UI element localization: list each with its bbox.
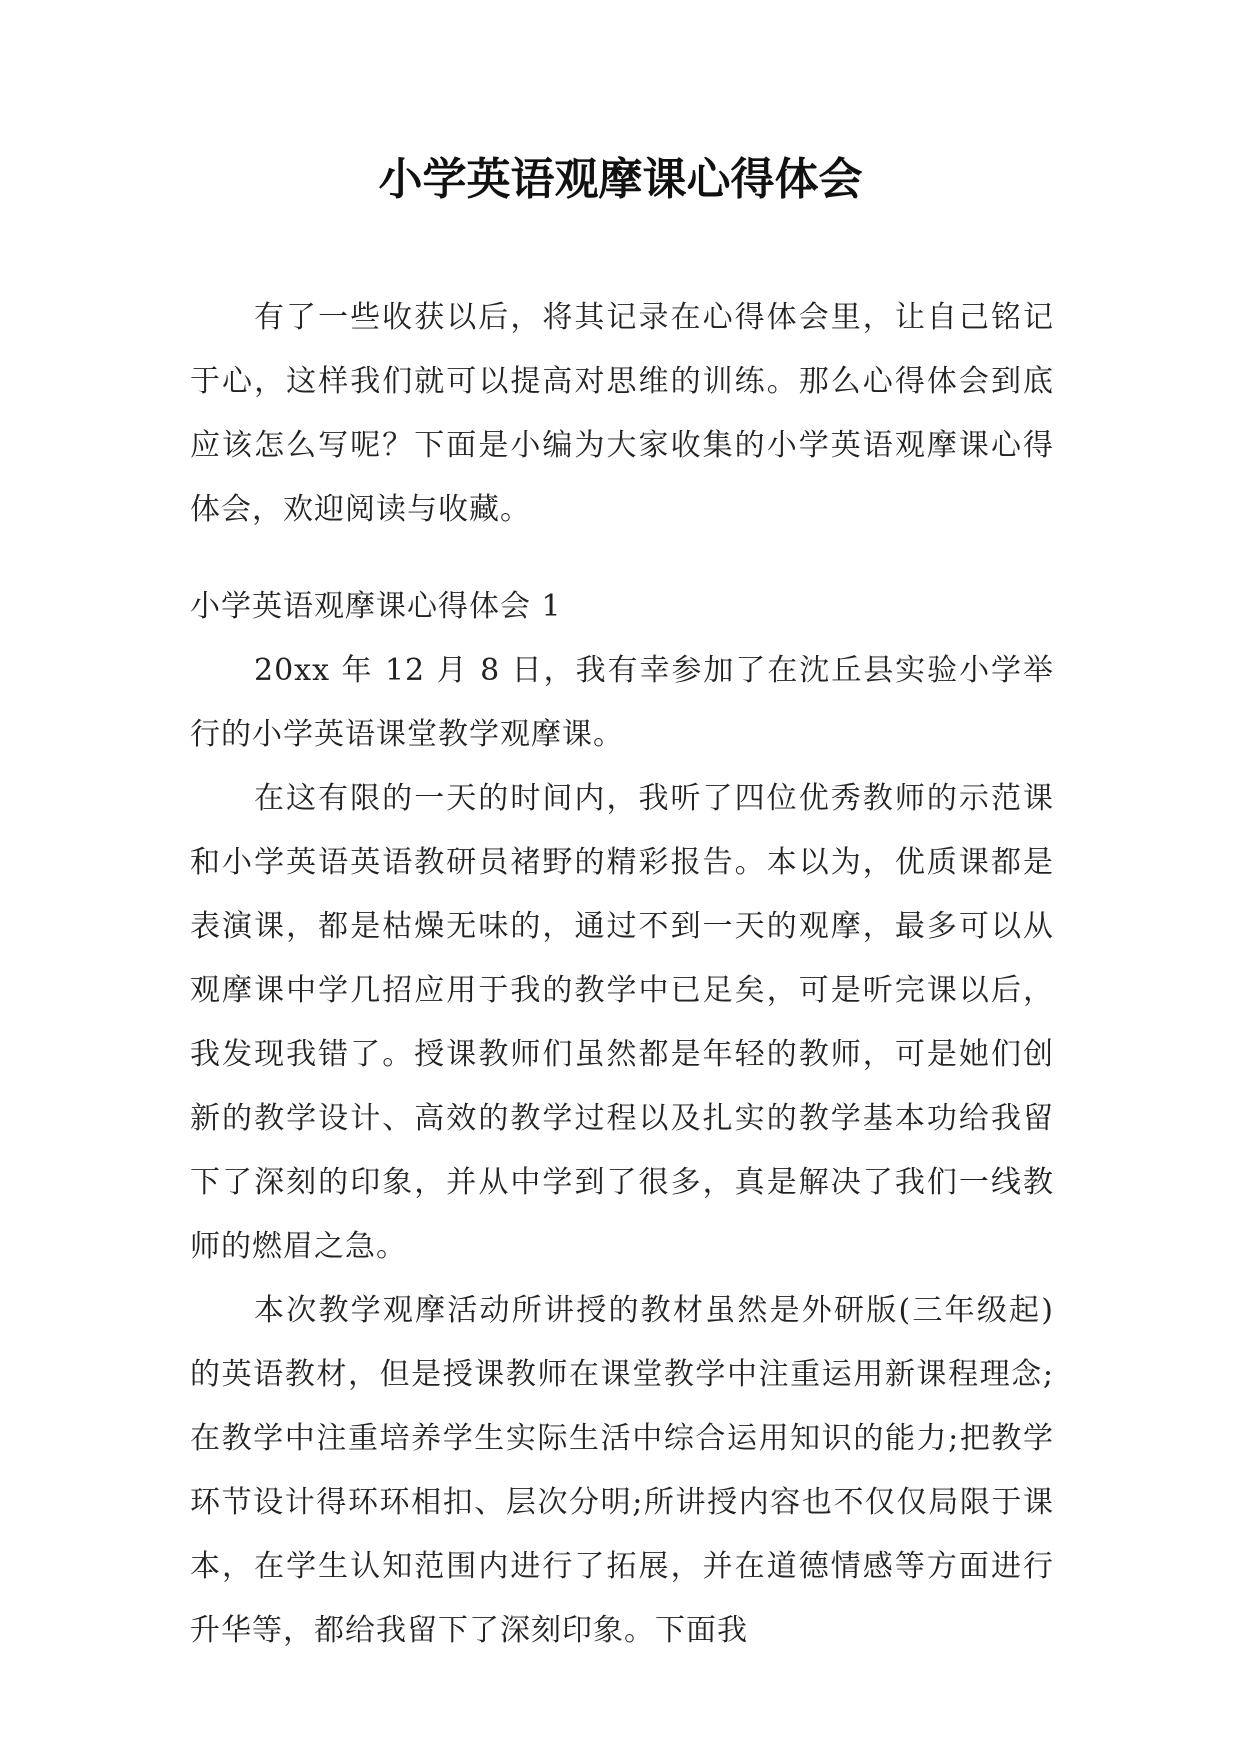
body-paragraph: 20xx 年 12 月 8 日，我有幸参加了在沈丘县实验小学举行的小学英语课堂教学观摩课。 (190, 653, 1054, 752)
intro-block (190, 286, 1054, 542)
body-paragraph: 在这有限的一天的时间内，我听了四位优秀教师的示范课和小学英语英语教研员褚野的精彩报告。本以为，优质课都是表演课，都是枯燥无味的，通过不到一天的观摩，最多可以从观摩课中学几招应用于我的教学中已足矣，可是听完课以后，我发现我错了。授课教师们虽然都是年轻的教师，可是她们创新的教学设计、高效的教学过程以及扎实的教学基本功给我留下了深刻的印象，并从中学到了很多，真是解决了我们一线教师的燃眉之急。 (190, 781, 1054, 1264)
body-paragraph: 本次教学观摩活动所讲授的教材虽然是外研版(三年级起)的英语教材，但是授课教师在课堂教学中注重运用新课程理念;在教学中注重培养学生实际生活中综合运用知识的能力;把教学环节设计得环环相扣、层次分明;所讲授内容也不仅仅局限于课本，在学生认知范围内进行了拓展，并在道德情感等方面进行升华等，都给我留下了深刻印象。下面我 (190, 1293, 1054, 1648)
document-title: 小学英语观摩课心得体会 (378, 154, 863, 205)
intro-paragraph: 有了一些收获以后，将其记录在心得体会里，让自己铭记于心，这样我们就可以提高对思维的训练。那么心得体会到底应该怎么写呢？下面是小编为大家收集的小学英语观摩课心得体会，欢迎阅读与收藏。 (190, 300, 1054, 527)
section-body (190, 639, 1054, 1663)
section-heading: 小学英语观摩课心得体会 1 (190, 589, 562, 624)
